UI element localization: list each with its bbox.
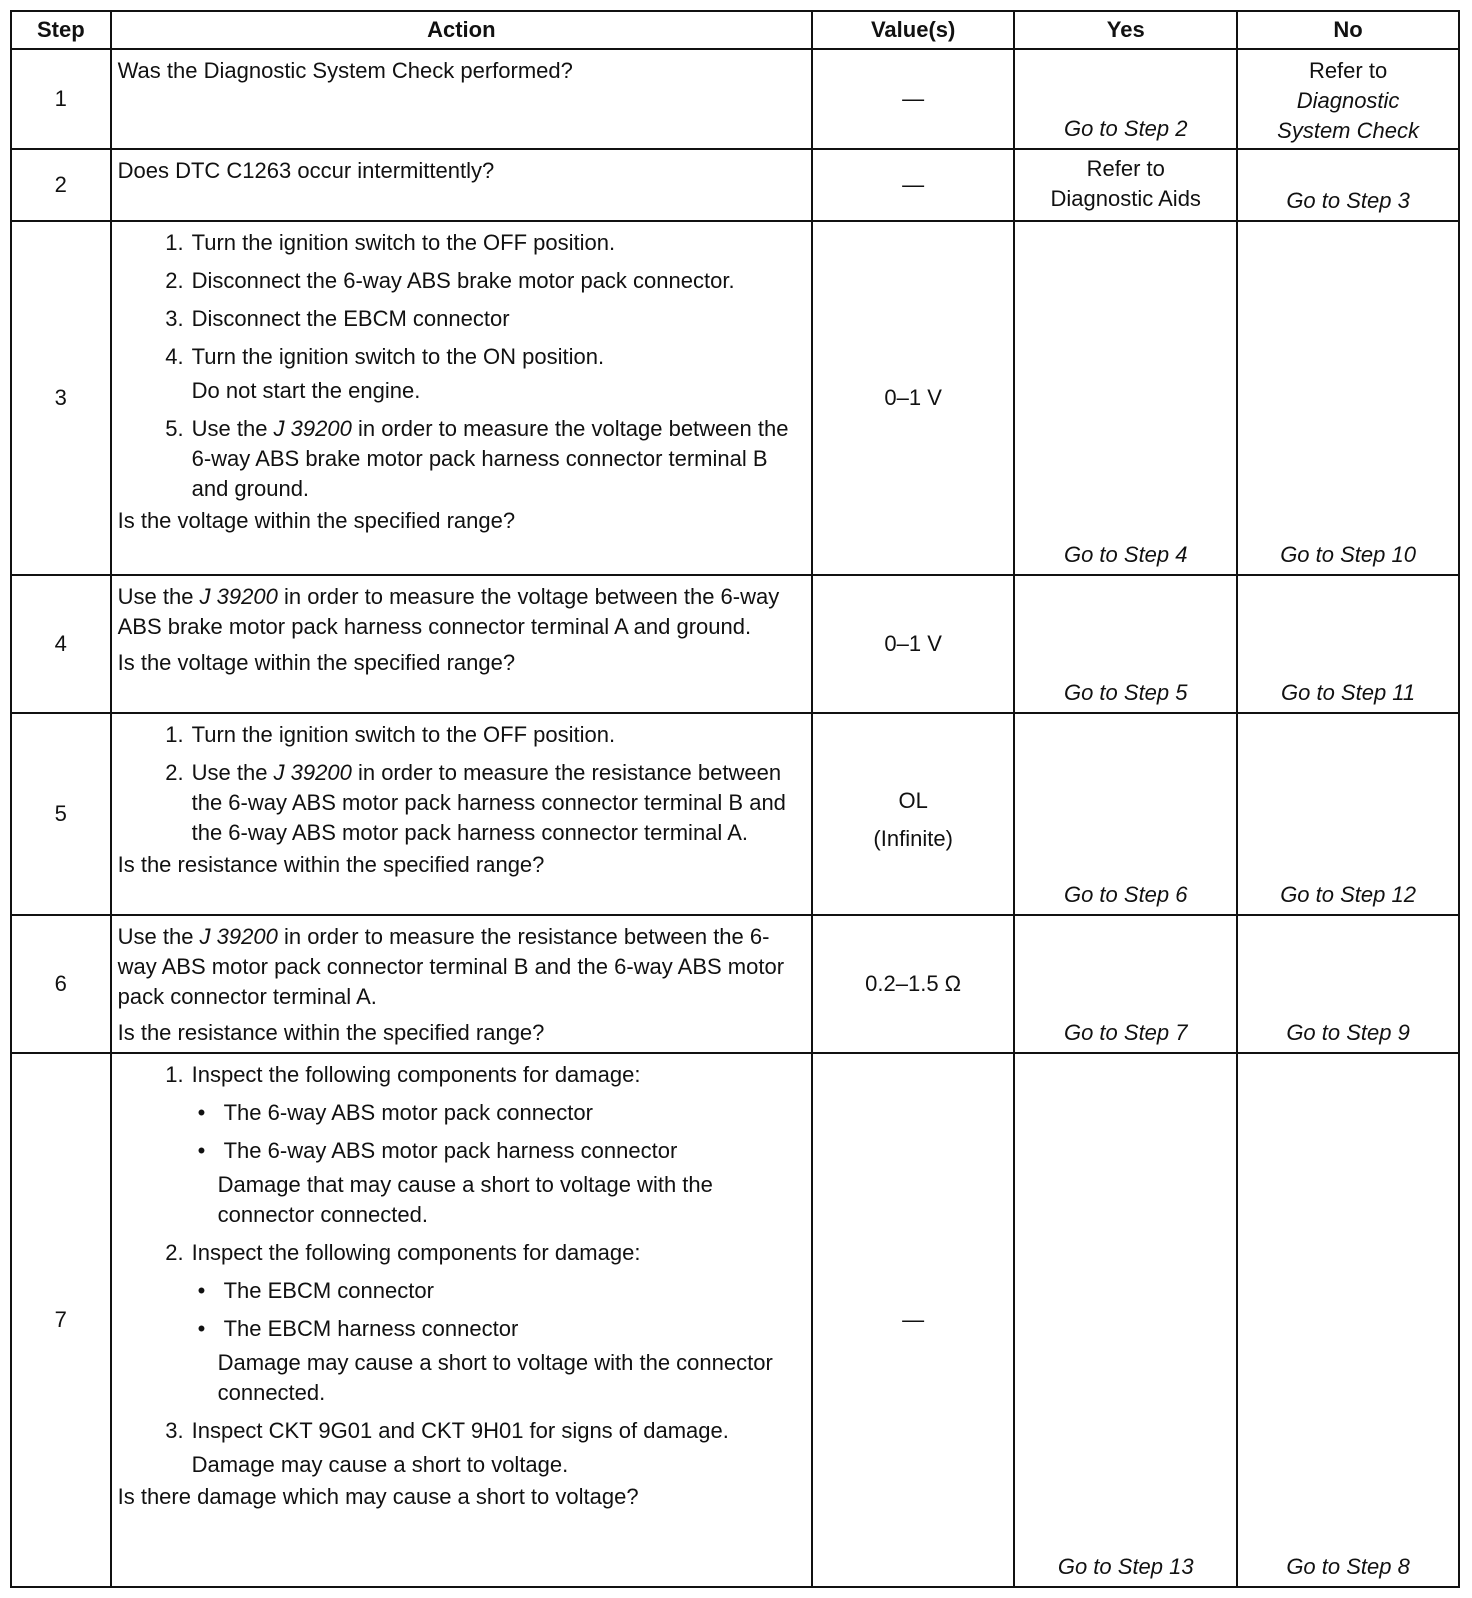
table-row-step-2	[11, 149, 1459, 221]
yes-cell	[1014, 575, 1237, 713]
list-item: 2. Inspect the following components for damage:	[165, 1240, 641, 1265]
no-text: Go to Step 8	[1286, 1554, 1410, 1579]
list-note: Damage may cause a short to voltage with the connector connected.	[217, 1350, 773, 1405]
yes-cell	[1014, 1053, 1237, 1587]
yes-text	[1015, 154, 1236, 214]
yes-cell	[1014, 915, 1237, 1053]
no-text: Go to Step 10	[1280, 542, 1416, 567]
value-cell: 0–1 V	[812, 221, 1014, 575]
action-cell	[111, 221, 812, 575]
no-cell	[1237, 49, 1459, 149]
action-cell	[111, 49, 812, 149]
question-text: Is the voltage within the specified range?	[117, 508, 516, 533]
no-cell	[1237, 713, 1459, 915]
table-row-step-5	[11, 713, 1459, 915]
no-text: Go to Step 12	[1280, 882, 1416, 907]
no-cell	[1237, 221, 1459, 575]
yes-line-1: Refer to	[1086, 156, 1165, 181]
question-text: Is the resistance within the specified range?	[117, 1020, 545, 1045]
no-cell	[1237, 915, 1459, 1053]
yes-text: Go to Step 13	[1057, 1554, 1194, 1579]
value-cell: —	[812, 49, 1014, 149]
yes-text: Go to Step 7	[1063, 1020, 1188, 1045]
action-text: Does DTC C1263 occur intermittently?	[117, 158, 495, 183]
yes-cell	[1014, 149, 1237, 221]
no-text: Go to Step 9	[1286, 1020, 1410, 1045]
action-text: Use the J 39200 in order to measure the resistance between the 6-way ABS motor pack connector terminal B and the 6-way ABS motor pack connector terminal A.	[117, 924, 785, 1009]
action-cell	[111, 575, 812, 713]
list-item: 1. Turn the ignition switch to the OFF position.	[165, 722, 616, 747]
tool-name: J 39200	[273, 416, 352, 441]
table-row-step-7	[11, 1053, 1459, 1587]
list-note: Damage may cause a short to voltage.	[191, 1452, 569, 1477]
bullet-item: • The 6-way ABS motor pack connector	[197, 1100, 593, 1125]
no-text	[1238, 56, 1458, 146]
list-item: 1. Inspect the following components for damage:	[165, 1062, 641, 1087]
no-line-2: Diagnostic	[1296, 88, 1400, 113]
value-line-1: OL	[898, 788, 928, 813]
step-number: 6	[11, 915, 111, 1053]
question-text: Is the voltage within the specified range?	[117, 650, 516, 675]
list-item: 4. Turn the ignition switch to the ON position.	[165, 344, 605, 369]
action-cell	[111, 713, 812, 915]
value-cell: 0.2–1.5 Ω	[812, 915, 1014, 1053]
table-row-step-3	[11, 221, 1459, 575]
action-cell	[111, 915, 812, 1053]
value-cell: —	[812, 149, 1014, 221]
step-number: 5	[11, 713, 111, 915]
bullet-item: • The EBCM harness connector	[197, 1316, 519, 1341]
yes-line-2: Diagnostic Aids	[1050, 186, 1201, 211]
no-text: Go to Step 3	[1286, 188, 1410, 213]
value-cell	[812, 713, 1014, 915]
no-cell	[1237, 149, 1459, 221]
header-no: No	[1237, 11, 1459, 49]
tool-name: J 39200	[199, 584, 278, 609]
yes-cell	[1014, 49, 1237, 149]
header-row	[11, 11, 1459, 49]
step-number: 7	[11, 1053, 111, 1587]
tool-name: J 39200	[273, 760, 352, 785]
list-item: 3. Disconnect the EBCM connector	[165, 306, 510, 331]
header-yes: Yes	[1014, 11, 1237, 49]
bullet-item: • The 6-way ABS motor pack harness connector	[197, 1138, 678, 1163]
yes-cell	[1014, 221, 1237, 575]
list-item: 1. Turn the ignition switch to the OFF position.	[165, 230, 616, 255]
action-cell	[111, 1053, 812, 1587]
list-item: 2. Use the J 39200 in order to measure the resistance between the 6-way ABS motor pack harness connector terminal B and the 6-way ABS motor pack harness connector terminal A.	[165, 760, 786, 845]
list-item: 5. Use the J 39200 in order to measure the voltage between the 6-way ABS brake motor pack harness connector terminal B and ground.	[165, 416, 789, 501]
yes-text: Go to Step 4	[1063, 542, 1188, 567]
no-cell	[1237, 575, 1459, 713]
yes-text: Go to Step 6	[1063, 882, 1188, 907]
bullet-item: • The EBCM connector	[197, 1278, 434, 1303]
no-line-3: System Check	[1277, 118, 1419, 143]
list-note: Damage that may cause a short to voltage with the connector connected.	[217, 1172, 713, 1227]
value-cell: 0–1 V	[812, 575, 1014, 713]
yes-cell	[1014, 713, 1237, 915]
list-note: Do not start the engine.	[191, 378, 421, 403]
no-cell	[1237, 1053, 1459, 1587]
header-step: Step	[11, 11, 111, 49]
action-text: Use the J 39200 in order to measure the voltage between the 6-way ABS brake motor pack harness connector terminal A and ground.	[117, 584, 780, 639]
table-row-step-6	[11, 915, 1459, 1053]
step-number: 4	[11, 575, 111, 713]
action-text: Was the Diagnostic System Check performed?	[117, 58, 573, 83]
step-number: 3	[11, 221, 111, 575]
value-cell: —	[812, 1053, 1014, 1587]
header-values: Value(s)	[812, 11, 1014, 49]
no-line-1: Refer to	[1308, 58, 1388, 83]
no-text: Go to Step 11	[1281, 680, 1416, 705]
tool-name: J 39200	[199, 924, 278, 949]
value-line-2: (Infinite)	[873, 826, 953, 851]
header-action: Action	[111, 11, 812, 49]
action-cell	[111, 149, 812, 221]
table-row-step-1	[11, 49, 1459, 149]
question-text: Is there damage which may cause a short to voltage?	[117, 1484, 639, 1509]
step-number: 1	[11, 49, 111, 149]
yes-text: Go to Step 5	[1063, 680, 1188, 705]
table-row-step-4	[11, 575, 1459, 713]
list-item: 2. Disconnect the 6-way ABS brake motor pack connector.	[165, 268, 735, 293]
step-number: 2	[11, 149, 111, 221]
diagnostic-table	[10, 10, 1460, 1588]
question-text: Is the resistance within the specified range?	[117, 852, 545, 877]
yes-text: Go to Step 2	[1063, 116, 1188, 141]
list-item: 3. Inspect CKT 9G01 and CKT 9H01 for signs of damage.	[165, 1418, 729, 1443]
